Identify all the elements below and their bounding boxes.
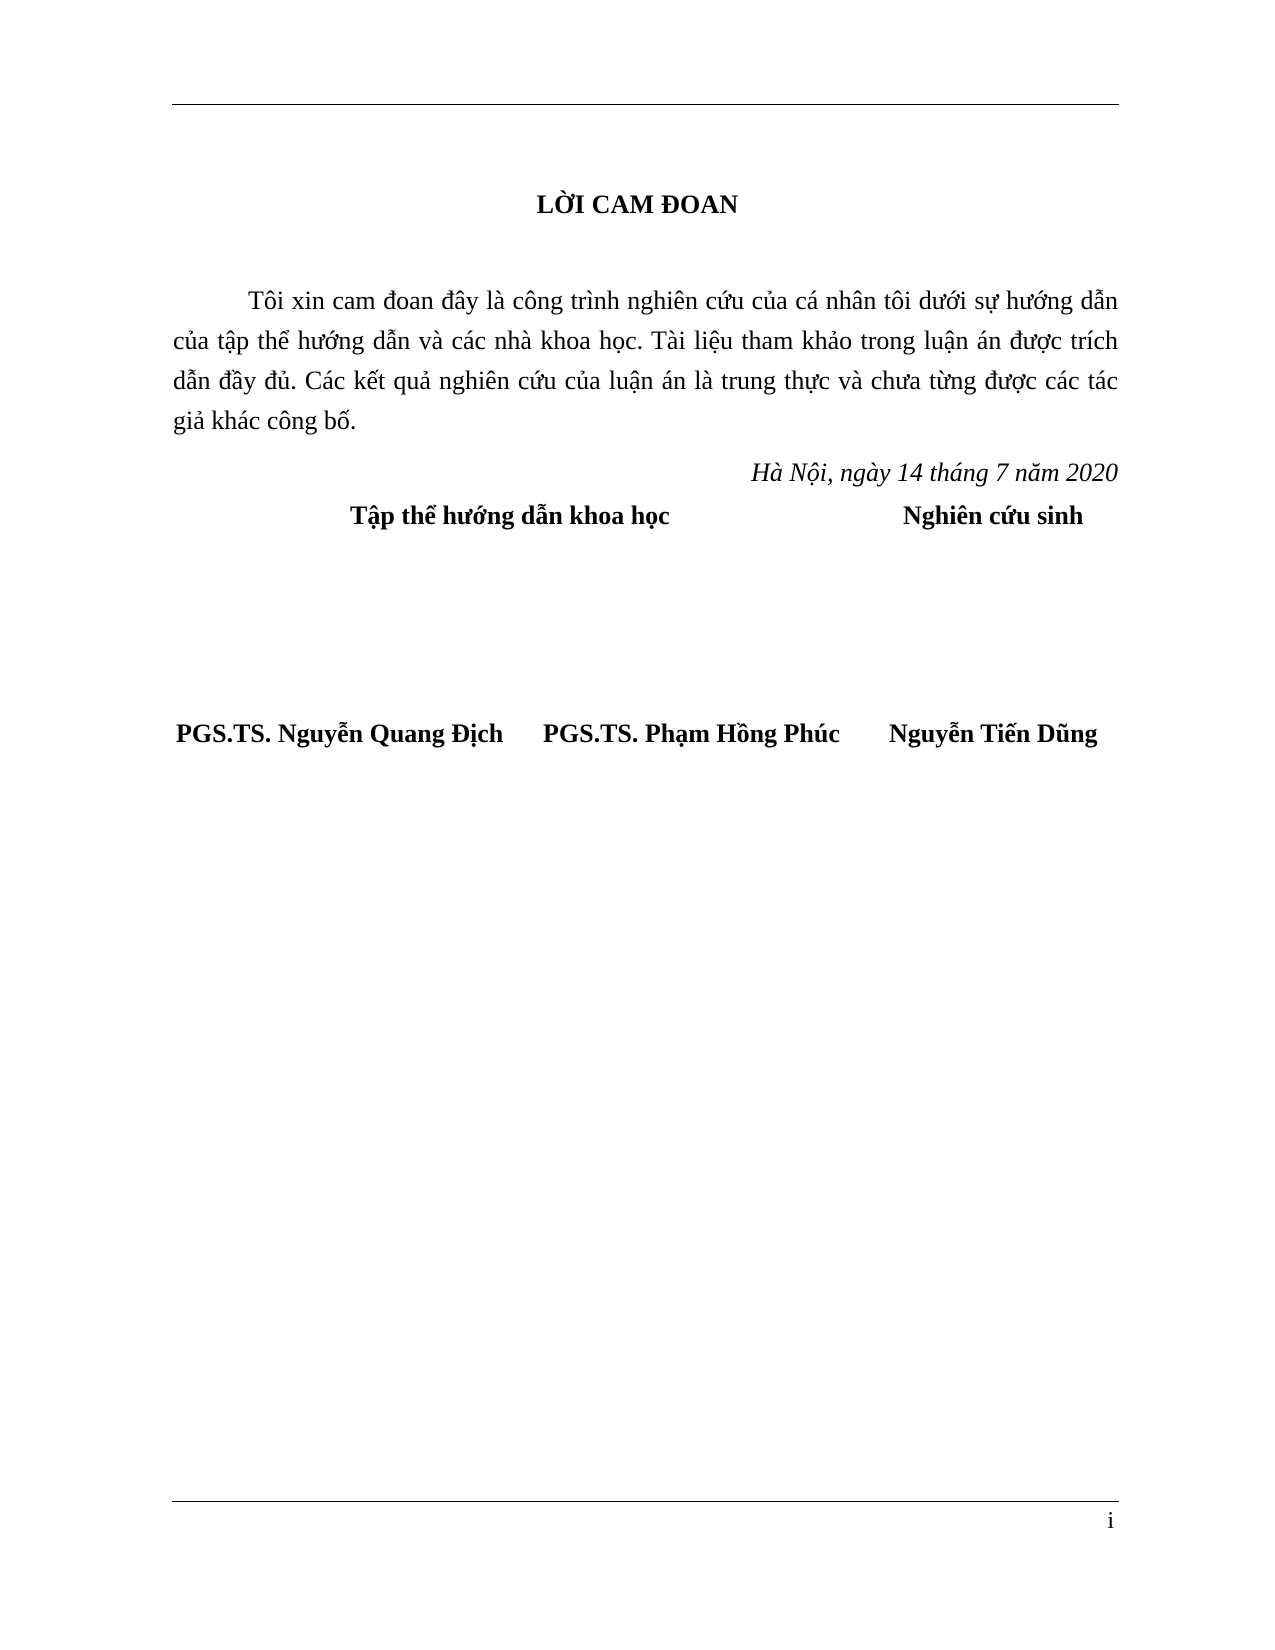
footer-rule [172, 1501, 1119, 1502]
header-rule [172, 104, 1119, 105]
date-line: Hà Nội, ngày 14 tháng 7 năm 2020 [751, 458, 1118, 487]
signatory-name: PGS.TS. Phạm Hồng Phúc [543, 719, 840, 748]
page-number: i [1107, 1508, 1114, 1534]
declaration-paragraph: Tôi xin cam đoan đây là công trình nghiên cứu của cá nhân tôi dưới sự hướng dẫn của tập thể hướng dẫn và các nhà khoa học. Tài liệu tham khảo trong luận án được trích dẫn đầy đủ. Các kết quả nghiên cứu của luận án là trung thực và chưa từng được các tác giả khác công bố. [173, 286, 1118, 435]
supervisors-label: Tập thể hướng dẫn khoa học [350, 501, 670, 530]
student-label: Nghiên cứu sinh [903, 501, 1084, 530]
signatory-name: PGS.TS. Nguyễn Quang Địch [176, 719, 504, 748]
page-title: LỜI CAM ĐOAN [536, 190, 739, 219]
signatory-name: Nguyễn Tiến Dũng [889, 719, 1098, 748]
